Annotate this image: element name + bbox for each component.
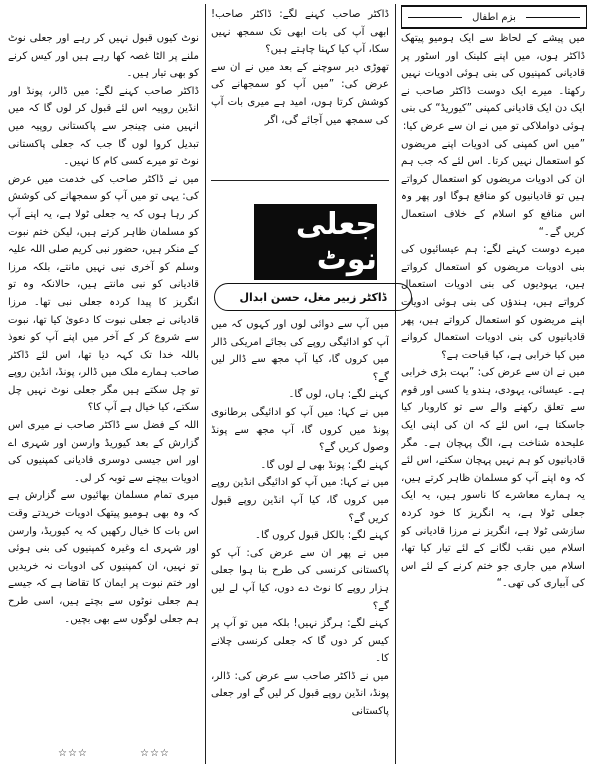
- column-divider-left: [205, 4, 206, 764]
- title-rule-top: [211, 180, 389, 181]
- paragraph: میں نے پھر ان سے عرض کی: آپ کو پاکستانی کرنسی کی طرح بنا ہوا جعلی ہزار روپے کا نوٹ دے دوں، کیا آپ لے لیں گے؟: [211, 547, 389, 612]
- article-title-text: جعلی نوٹ: [295, 207, 377, 277]
- paragraph: میں نے کہا: میں آپ کو ادائیگی برطانوی پونڈ میں کروں گا، آپ مجھ سے پونڈ وصول کریں گے؟: [211, 406, 389, 454]
- article-column-left: [8, 30, 199, 748]
- article-column-middle-top: [211, 6, 389, 168]
- section-tag-label: بزم اطفال: [472, 11, 516, 23]
- section-tag: [401, 5, 587, 29]
- paragraph: ”میں اس کمپنی کی ادویات اپنے مریضوں کو استعمال نہیں کرتا۔ اس لئے کہ جب ہم ان کی ادویات مریضوں کو استعمال کرواتے ہیں تو قادیانیوں کو منافع ہوگا اور پھر وہ اس منافع کو اسلام کے خلاف استعمال کریں گے۔“: [401, 138, 585, 238]
- paragraph: ڈاکٹر صاحب کہنے لگے: میں ڈالر، پونڈ اور انڈین روپیہ اس لئے قبول کر لوں گا کہ میں انہیں منی چینجر سے پاکستانی روپیہ میں تبدیل کروا لوں گا جب کہ جعلی پاکستانی نوٹ تو میرے کسی کام کا نہیں۔: [8, 85, 199, 168]
- author-byline-text: ڈاکٹر زبیر مغل، حسن ابدال: [239, 290, 387, 304]
- article-column-middle-bottom: [211, 316, 389, 764]
- author-byline: [214, 283, 412, 311]
- paragraph: میں نے ڈاکٹر صاحب سے عرض کی: ڈالر، پونڈ، انڈین روپے قبول کر لیں گے اور جعلی پاکستانی: [211, 670, 389, 718]
- article-column-right: [401, 30, 585, 764]
- paragraph: میں آپ سے دوائی لوں اور کہوں کہ میں آپ کو ادائیگی روپے کی بجائے امریکی ڈالر میں کروں گا، کیا آپ مجھ سے ڈالر لیں گے؟: [211, 319, 389, 383]
- paragraph: اللہ کے فضل سے ڈاکٹر صاحب نے میری اس گزارش کے بعد کیوریڈ وارسن اور شہری اے اور اس جیسی دوسری قادیانی کمپنیوں کی ادویات بیچنے سے توبہ کر لی۔: [8, 420, 199, 484]
- column-divider-right: [395, 4, 396, 764]
- paragraph: میں نے ڈاکٹر صاحب کی خدمت میں عرض کی: یہی تو میں آپ کو سمجھانے کی کوشش کر رہا ہوں کہ یہ جعلی ٹولا ہے، یہ اپنے آپ کو مسلمان ظاہر کرتے ہیں، لیکن ختم نبوت کے منکر ہیں، حضور نبی کریم صلی اللہ علیہ وسلم کو آخری نبی نہیں مانتے، بلکہ مرزا قادیانی کو نبی مانتے ہیں، حالانکہ وہ تو انگریز کا پیدا کردہ جعلی نبی تھا۔ مرزا قادیانی نے جعلی نبوت کا دعویٰ کیا تھا، نبوت سے شروع کر کے آخر میں اپنے آپ کو نعوذ باللہ خدا تک کہہ دیا تھا، اس لئے ڈاکٹر صاحب ہمارے ملک میں ڈالر، پونڈ، انڈین روپے تو چل سکتے ہیں مگر جعلی نوٹ نہیں چل سکتے، کیا خیال ہے آپ کا؟: [8, 173, 199, 414]
- end-stars-right: ☆☆☆: [140, 748, 170, 759]
- paragraph: میری تمام مسلمان بھائیوں سے گزارش ہے کہ وہ بھی ہومیو پیتھک ادویات خریدتے وقت اس بات کا خیال رکھیں کہ یہ کیوریڈ، وارسن اور شہری اے وغیرہ کمپنیوں کی بنی ہوئی تو نہیں، ان کمپنیوں کی ادویات نہ خریدیں اور ختم نبوت پر ایمان کا تقاضا ہے کہ جیسے ہم جعلی نوٹوں سے بچتے ہیں، اسی طرح ہم جعلی لوگوں سے بھی بچیں۔: [8, 490, 199, 625]
- paragraph: میں پیشے کے لحاظ سے ایک ہومیو پیتھک ڈاکٹر ہوں، میں اپنے کلینک اور اسٹور پر قادیانی کمپنیوں کی بنی ہوئی ادویات نہیں رکھتا۔ میرے ایک دوست ڈاکٹر صاحب نے ایک دن ایک قادیانی کمپنی ”کیوریڈ“ کی بنی ہوئی دواملاکی تو میں نے ان سے عرض کیا:: [401, 33, 585, 132]
- paragraph: کہنے لگے: ہاں، لوں گا۔: [288, 389, 389, 401]
- end-stars-left: ☆☆☆: [58, 748, 88, 759]
- paragraph: میں نے ان سے عرض کی: ”بہت بڑی خرابی ہے۔ عیسائی، یہودی، ہندو یا کسی اور قوم سے تعلق رکھنے والے سے تو کاروبار کیا جاسکتا ہے، اس لئے کہ ان کی اپنی ایک علیحدہ شناخت ہے، الگ پہچان ہے۔ مگر قادیانیوں کو ہم نہیں پہچان سکتے، اس لئے کہ وہ اپنے آپ کو مسلمان ظاہر کرتے ہیں، یہ ہمارے معاشرے کا ناسور ہیں، یہ ایک جعلی ٹولا ہے، یہ انگریز کا خود کردہ سازشی ٹولا ہے، انگریز نے مرزا قادیانی کو اسلام میں نقب لگانے کے لئے تیار کیا تھا، اسلام میں جاری جو ختم کرنے کے لئے اس کی آبیاری کی تھی۔“: [401, 367, 585, 590]
- article-title: [254, 204, 377, 280]
- paragraph: ڈاکٹر صاحب کہنے لگے: ڈاکٹر صاحب! ابھی آپ کی بات ابھی تک سمجھ نہیں سکا، آپ کیا کہنا چاہتے ہیں؟: [211, 9, 389, 56]
- paragraph: کہنے لگے: ہرگز نہیں! بلکہ میں تو آپ پر کیس کر دوں گا کہ جعلی کرنسی چلانے کا۔: [211, 618, 389, 665]
- paragraph: میں نے کہا: میں آپ کو ادائیگی انڈین روپے میں کروں گا، کیا آپ انڈین روپے قبول کریں گے؟: [211, 477, 389, 524]
- paragraph: کہنے لگے: بالکل قبول کروں گا۔: [255, 530, 389, 542]
- paragraph: نوٹ کیوں قبول نہیں کر رہے اور جعلی نوٹ ملنے پر الٹا غصہ کھا رہے ہیں اور کیس کرنے کو بھی تیار ہیں۔: [8, 33, 199, 80]
- paragraph: میرے دوست کہنے لگے: ہم عیسائیوں کی بنی ادویات مریضوں کو استعمال کرواتے ہیں، یہودیوں کی بنی ادویات استعمال کرواتے ہیں، ہندؤں کی بنی ہوئی ادویات اپنے مریضوں کو استعمال کرواتے ہیں، پھر قادیانیوں کی بنی ادویات استعمال کروانے میں کیا خرابی ہے، کیا قباحت ہے؟: [401, 244, 585, 361]
- paragraph: تھوڑی دیر سوچنے کے بعد میں نے ان سے عرض کی: ”میں آپ کو سمجھانے کی کوشش کرتا ہوں، امید ہے میری بات آپ کی سمجھ میں آجائے گی، اگر: [211, 61, 389, 126]
- paragraph: کہنے لگے: پونڈ بھی لے لوں گا۔: [260, 459, 389, 471]
